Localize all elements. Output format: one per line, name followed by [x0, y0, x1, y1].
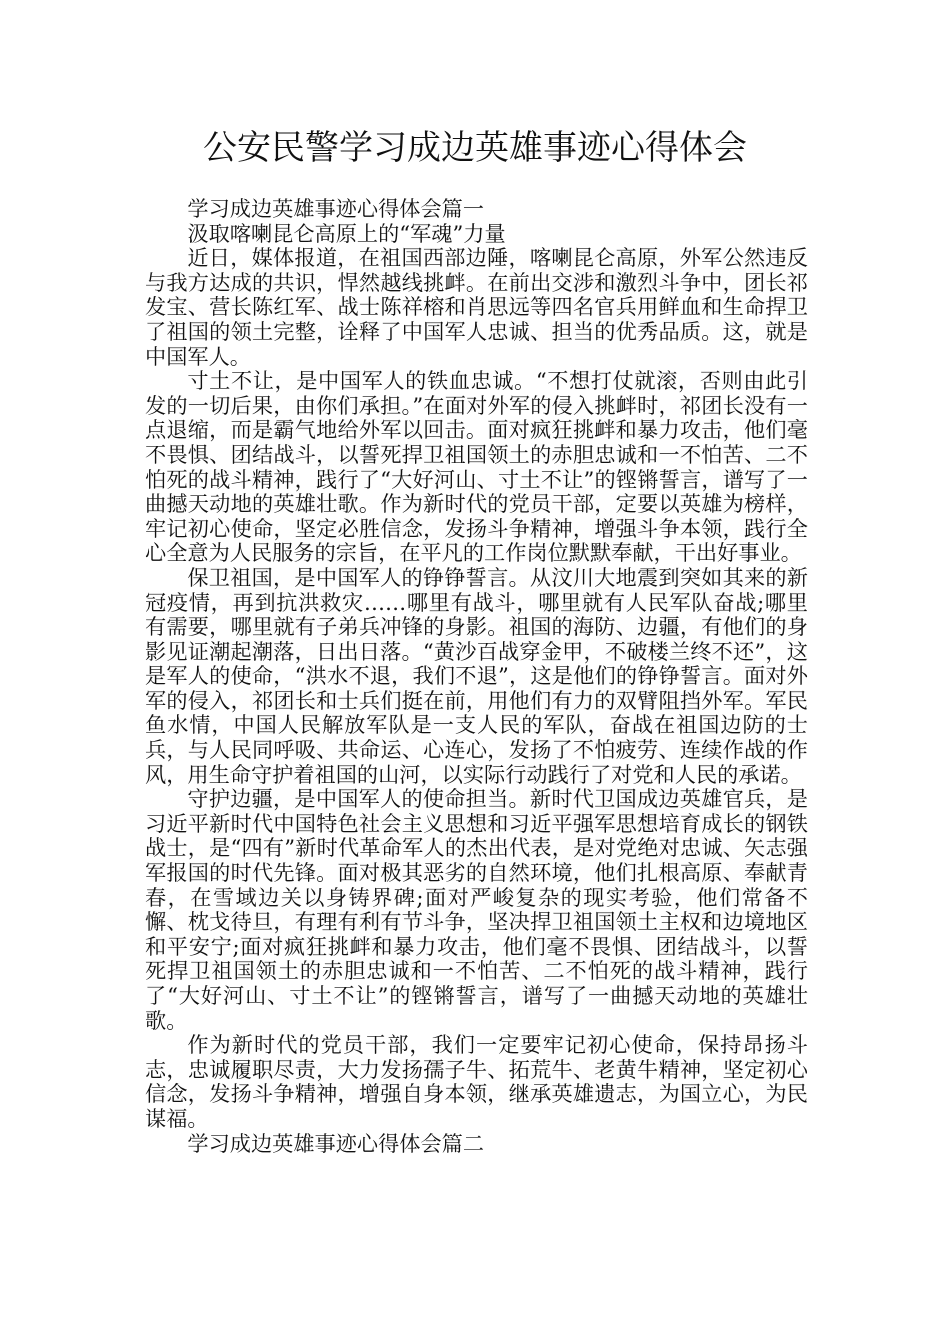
body-paragraph: 保卫祖国，是中国军人的铮铮誓言。从汶川大地震到突如其来的新冠疫情，再到抗洪救灾……哪里有战斗，哪里就有人民军队奋战;哪里有需要，哪里就有子弟兵冲锋的身影。祖国的海防、边疆，有他们的身影见证潮起潮落，日出日落。“黄沙百战穿金甲，不破楼兰终不还”，这是军人的使命，“洪水不退，我们不退”，这是他们的铮铮誓言。面对外军的侵入，祁团长和士兵们挺在前，用他们有力的双臂阻挡外军。军民鱼水情，中国人民解放军队是一支人民的军队，奋战在祖国边防的士兵，与人民同呼吸、共命运、心连心，发扬了不怕疲劳、连续作战的作风，用生命守护着祖国的山河，以实际行动践行了对党和人民的承诺。	[145, 564, 808, 787]
body-paragraph: 近日，媒体报道，在祖国西部边陲，喀喇昆仑高原，外军公然违反与我方达成的共识，悍然越线挑衅。在前出交涉和激烈斗争中，团长祁发宝、营长陈红军、战士陈祥榕和肖思远等四名官兵用鲜血和生命捍卫了祖国的领土完整，诠释了中国军人忠诚、担当的优秀品质。这，就是中国军人。	[145, 245, 808, 369]
document-title: 公安民警学习成边英雄事迹心得体会	[203, 128, 747, 168]
article-subtitle: 汲取喀喇昆仑高原上的“军魂”力量	[187, 220, 506, 246]
document-body	[145, 197, 808, 1156]
section-heading: 学习成边英雄事迹心得体会篇二	[187, 1130, 485, 1156]
body-paragraph: 作为新时代的党员干部，我们一定要牢记初心使命，保持昂扬斗志，忠诚履职尽责，大力发扬孺子牛、拓荒牛、老黄牛精神，坚定初心信念，发扬斗争精神，增强自身本领，继承英雄遗志，为国立心，为民谋福。	[145, 1032, 808, 1131]
section-heading: 学习成边英雄事迹心得体会篇一	[187, 196, 485, 221]
body-paragraph: 寸土不让，是中国军人的铁血忠诚。“不想打仗就滚，否则由此引发的一切后果，由你们承担。”在面对外军的侵入挑衅时，祁团长没有一点退缩，而是霸气地给外军以回击。面对疯狂挑衅和暴力攻击，他们毫不畏惧、团结战斗，以誓死捍卫祖国领土的赤胆忠诚和一不怕苦、二不怕死的战斗精神，践行了“大好河山、寸土不让”的铿锵誓言，谱写了一曲撼天动地的英雄壮歌。作为新时代的党员干部，定要以英雄为榜样，牢记初心使命，坚定必胜信念，发扬斗争精神，增强斗争本领，践行全心全意为人民服务的宗旨，在平凡的工作岗位默默奉献，干出好事业。	[145, 368, 808, 566]
body-paragraph: 守护边疆，是中国军人的使命担当。新时代卫国成边英雄官兵，是习近平新时代中国特色社会主义思想和习近平强军思想培育成长的钢铁战士，是“四有”新时代革命军人的杰出代表，是对党绝对忠诚、矢志强军报国的时代先锋。面对极其恶劣的自然环境，他们扎根高原、奉献青春，在雪域边关以身铸界碑;面对严峻复杂的现实考验，他们常备不懈、枕戈待旦，有理有利有节斗争，坚决捍卫祖国领土主权和边境地区和平安宁;面对疯狂挑衅和暴力攻击，他们毫不畏惧、团结战斗，以誓死捍卫祖国领土的赤胆忠诚和一不怕苦、二不怕死的战斗精神，践行了“大好河山、寸土不让”的铿锵誓言，谱写了一曲撼天动地的英雄壮歌。	[145, 786, 808, 1033]
